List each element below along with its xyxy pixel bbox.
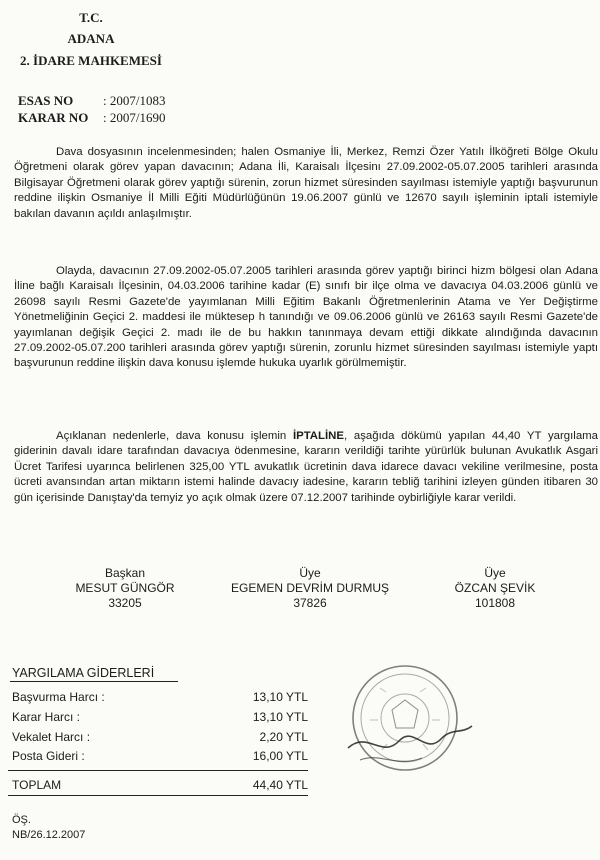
expense-label-application-fee: Başvurma Harcı : xyxy=(12,690,105,704)
court-name: 2. İDARE MAHKEMESİ xyxy=(20,53,162,68)
expense-label-decision-fee: Karar Harcı : xyxy=(12,710,81,724)
signature-name: ÖZCAN ŞEVİK xyxy=(454,581,536,595)
signature-role: Üye xyxy=(484,566,506,580)
header-tc: T.C. xyxy=(79,10,103,25)
signature-role: Üye xyxy=(299,566,321,580)
karar-no-value: : 2007/1690 xyxy=(103,110,166,125)
esas-no-label: ESAS NO xyxy=(18,93,74,108)
signature-block-president xyxy=(55,566,195,611)
paragraph-assessment: Olayda, davacının 27.09.2002-05.07.2005 tarihleri arasında görev yaptığı birinci hizm bölgesi olan Adana İline bağlı Karaisalı İlçesinin, 04.03.2006 tarihine kadar (E) sınıfı bir ilçe olma ve davacıya 04.03.2006 günlü ve 26098 sayılı Resmi Gazete'de yayımlanan Milli Eğitim Bakanlı Öğretmenlerinin Atama ve Yer Değiştirme Yönetmeliğinin Geçici 2. maddesi ile müktesep h tanındığı ve 09.06.2006 günlü ve 26163 sayılı Resmi Gazete'de yayımlanan değişik Geçici 2. madı ile de bu hakkın tanınmaya devam ettiği dikkate alındığında davacının 27.09.2002-05.07.200 tarihleri arasında görev yaptığı sürenin, zorunlu hizmet süresinden sayılması istemiyle yaptı başvurunun reddine ilişkin dava konusu işlemde hukuka uyarlık görülmemiştir. xyxy=(14,265,598,370)
decision-text-end: , aşağıda dökümü yapılan 44,40 YT yargılama giderinin davalı idare tarafından davacıya ödenmesine, kararın verildiği tarihte yürürlük bulunan Avukatlık Asgari Ücret Tarifesi uyarınca belirlenen 325,00 YTL avukatlık ücretinin dava idarece davacı vekiline verilmesine, posta ücreti avansından artan miktarın istemi halinde davacıy iadesine, kararın tebliğ tarihini izleyen günden itibaren 30 gün içerisinde Danıştay'da temyiz yo açık olmak üzere 07.12.2007 tarihinde oybirliğiyle karar verildi. xyxy=(14,430,598,504)
signature-block-member-1 xyxy=(210,566,410,611)
decision-verdict: İPTALİNE xyxy=(292,430,344,442)
esas-no-value: : 2007/1083 xyxy=(103,93,166,108)
signature-number: 101808 xyxy=(474,596,516,610)
expense-label-postage: Posta Gideri : xyxy=(12,749,85,763)
footer-reference: NB/26.12.2007 xyxy=(12,829,86,841)
expenses-title-underline xyxy=(10,681,178,682)
signature-role: Başkan xyxy=(104,566,146,580)
expense-value-decision-fee: 13,10 YTL xyxy=(252,710,308,724)
signature-name: MESUT GÜNGÖR xyxy=(75,581,175,595)
signature-block-member-2 xyxy=(435,566,555,611)
expense-value-power-of-attorney-fee: 2,20 YTL xyxy=(259,730,308,744)
paragraph-case-summary: Dava dosyasının incelenmesinden; halen Osmaniye İli, Merkez, Remzi Özer Yatılı İlköğreti Bölge Okulu Öğretmeni olarak görev yapan davacının; Adana İli, Karaisalı İlçesinı 27.09.2002-05.07.2005 tarihleri arasında Bilgisayar Öğretmeni olarak görev yaptığı sürenin, zorun hizmet süresinden sayılması istemiyle yaptığı başvurunun reddine ilişkin Osmaniye İl Milli Eğiti Müdürlüğünün 19.06.2007 günlü ve 12670 sayılı işleminin iptali istemiyle bakılan davanın açıldı anlaşılmıştır. xyxy=(14,146,598,220)
expenses-total-value: 44,40 YTL xyxy=(252,778,308,792)
expense-value-postage: 16,00 YTL xyxy=(252,749,308,763)
expenses-total-label: TOPLAM xyxy=(12,778,62,792)
expenses-title: YARGILAMA GİDERLERİ xyxy=(12,666,155,680)
expense-label-power-of-attorney-fee: Vekalet Harcı : xyxy=(12,730,91,744)
footer-initials: ÖŞ. xyxy=(12,814,31,826)
header-city: ADANA xyxy=(67,31,115,46)
expense-value-application-fee: 13,10 YTL xyxy=(252,690,308,704)
official-seal-stamp xyxy=(330,660,480,780)
decision-text-start: Açıklanan nedenlerle, dava konusu işlemin xyxy=(56,430,293,442)
signature-number: 37826 xyxy=(293,596,327,610)
expenses-total-underline xyxy=(8,795,308,796)
signature-name: EGEMEN DEVRİM DURMUŞ xyxy=(230,581,389,595)
expenses-total-divider xyxy=(8,770,308,771)
karar-no-label: KARAR NO xyxy=(18,110,89,125)
paragraph-decision xyxy=(14,429,598,537)
signature-number: 33205 xyxy=(108,596,142,610)
